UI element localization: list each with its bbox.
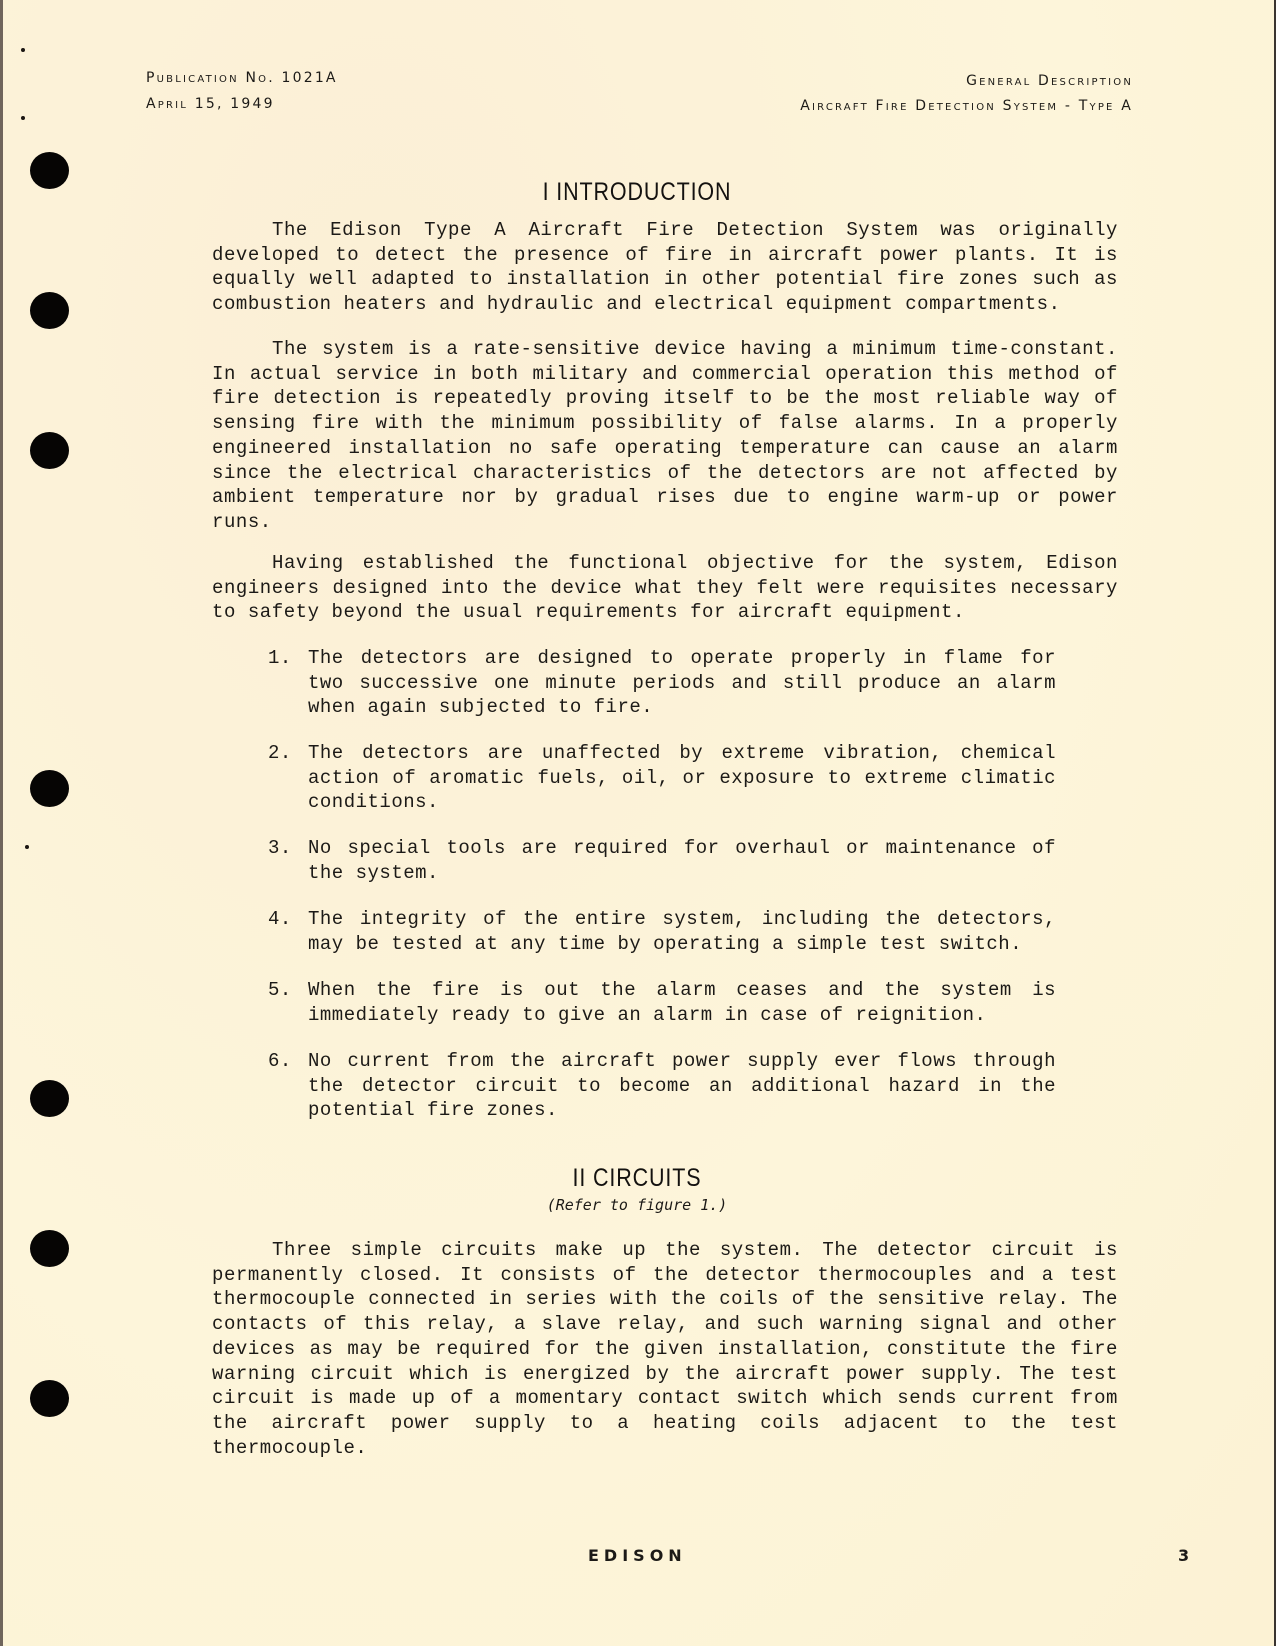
binder-hole: [30, 770, 69, 807]
page-number: 3: [1178, 1546, 1190, 1565]
intro-paragraph-2: [212, 337, 1118, 535]
binder-hole: [30, 1380, 69, 1417]
footer-brand: EDISON: [588, 1546, 687, 1565]
section-heading-introduction: I INTRODUCTION: [542, 178, 732, 206]
paragraph-text: The system is a rate-sensitive device having a minimum time-constant. In actual service in both military and commercial operation this method of fire detection is repeatedly proving itself to be the most reliable way of sensing fire with the minimum possibility of false alarms. In a properly engineered installation no safe operating temperature can cause an alarm since the electrical characteristics of the detectors are not affected by ambient temperature nor by gradual rises due to engine warm-up or power runs.: [212, 338, 1118, 533]
list-text: No current from the aircraft power supply ever flows through the detector circuit to become an additional hazard in the potential fire zones.: [308, 1050, 1056, 1122]
list-text: No special tools are required for overhaul or maintenance of the system.: [308, 837, 1056, 884]
publication-date: April 15, 1949: [146, 96, 275, 112]
page-left-edge: [0, 0, 3, 1646]
header-category: General Description: [966, 73, 1133, 89]
paper-speck: [21, 116, 25, 120]
list-item: [268, 907, 1056, 956]
binder-hole: [30, 152, 69, 189]
intro-paragraph-1: [212, 218, 1118, 317]
list-item: [268, 978, 1056, 1027]
publication-number: Publication No. 1021A: [146, 70, 338, 86]
paragraph-text: The Edison Type A Aircraft Fire Detection System was originally developed to detect the presence of fire in aircraft power plants. It is equally well adapted to installation in other potential fire zones such as combustion heaters and hydraulic and electrical equipment compartments.: [212, 219, 1118, 316]
list-number: 1.: [268, 647, 292, 669]
list-number: 6.: [268, 1050, 292, 1072]
binder-hole: [30, 292, 69, 329]
list-number: 4.: [268, 908, 292, 930]
section-heading-circuits: II CIRCUITS: [572, 1164, 702, 1192]
paragraph-text: Three simple circuits make up the system. The detector circuit is permanently closed. It consists of the detector thermocouples and a test thermocouple connected in series with the coils of the sensitive relay. The contacts of this relay, a slave relay, and such warning signal and other devices as may be required for the given installation, constitute the fire warning circuit which is energized by the aircraft power supply. The test circuit is made up of a momentary contact switch which sends current from the aircraft power supply to a heating coils adjacent to the test thermocouple.: [212, 1239, 1118, 1459]
list-text: The detectors are designed to operate properly in flame for two successive one minute periods and still produce an alarm when again subjected to fire.: [308, 647, 1056, 719]
circuits-paragraph-1: [212, 1238, 1118, 1460]
binder-hole: [30, 1080, 69, 1117]
paper-speck: [25, 845, 29, 849]
header-document-title: Aircraft Fire Detection System - Type A: [800, 98, 1133, 114]
paragraph-text: Having established the functional objective for the system, Edison engineers designed into the device what they felt were requisites necessary to safety beyond the usual requirements for aircraft equipment.: [212, 552, 1118, 624]
list-item: [268, 741, 1056, 815]
paper-speck: [21, 48, 25, 52]
list-number: 3.: [268, 837, 292, 859]
figure-reference: (Refer to figure 1.): [546, 1196, 728, 1214]
intro-paragraph-3: [212, 551, 1118, 625]
binder-hole: [30, 1230, 69, 1267]
list-number: 2.: [268, 742, 292, 764]
list-text: When the fire is out the alarm ceases and the system is immediately ready to give an alarm in case of reignition.: [308, 979, 1056, 1026]
list-text: The detectors are unaffected by extreme vibration, chemical action of aromatic fuels, oil, or exposure to extreme climatic conditions.: [308, 742, 1056, 814]
list-item: [268, 1049, 1056, 1123]
list-item: [268, 836, 1056, 885]
binder-hole: [30, 432, 69, 469]
list-number: 5.: [268, 979, 292, 1001]
list-text: The integrity of the entire system, including the detectors, may be tested at any time by operating a simple test switch.: [308, 908, 1056, 955]
list-item: [268, 646, 1056, 720]
